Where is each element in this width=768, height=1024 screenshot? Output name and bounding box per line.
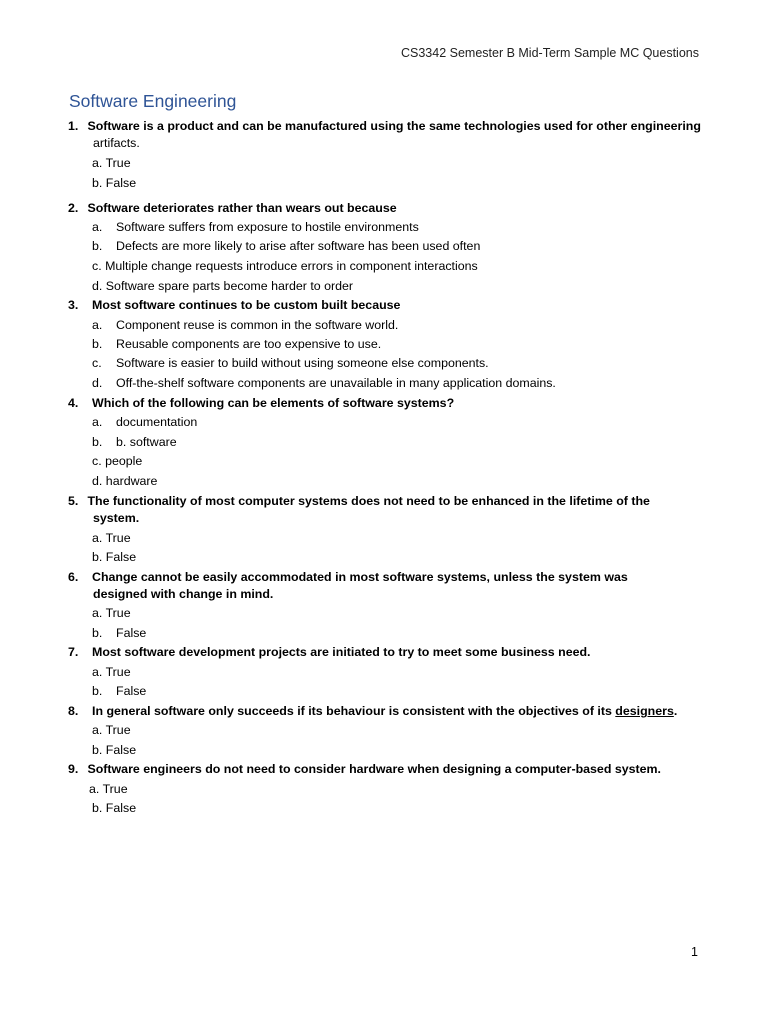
option-d: d. Software spare parts become harder to order [92,279,354,293]
option-b: b. False [92,684,147,698]
question-continuation: artifacts. [93,136,140,150]
question-6 [68,569,708,586]
option-b: b. False [92,176,137,190]
option-a: a. True [92,531,131,545]
option-a: a. True [92,156,131,170]
question-text: Which of the following can be elements of software systems? [92,396,455,410]
question-number: 3. [68,298,79,312]
page-title: Software Engineering [69,91,237,111]
question-text: Most software continues to be custom built because [92,298,401,312]
option-a: a. True [92,606,131,620]
page-number: 1 [691,945,698,959]
question-7 [68,644,708,661]
option-d: d. hardware [92,474,158,488]
question-text: Software deteriorates rather than wears out because [87,201,397,215]
question-4 [68,395,708,412]
question-text: Change cannot be easily accommodated in most software systems, unless the system was [92,570,628,584]
question-2 [68,200,708,217]
question-text: In general software only succeeds if its behaviour is consistent with the objectives of its [92,704,616,718]
option-b: b. b. software [92,435,177,449]
option-c: c. Multiple change requests introduce errors in component interactions [92,259,478,273]
option-d: d. Off-the-shelf software components are unavailable in many application domains. [92,376,556,390]
option-b: b. False [92,550,137,564]
question-text: Most software development projects are initiated to try to meet some business need. [92,645,591,659]
question-text: Software is a product and can be manufactured using the same technologies used for other engineering [87,119,701,133]
question-continuation: system. [93,511,140,525]
question-text: The functionality of most computer systems does not need to be enhanced in the lifetime of the [87,494,650,508]
question-number: 7. [68,645,79,659]
question-1 [68,118,708,135]
page-header: CS3342 Semester B Mid-Term Sample MC Questions [400,46,699,60]
option-a: a. True [89,782,128,796]
underlined-word: designers [615,704,674,718]
option-c: c. Software is easier to build without using someone else components. [92,356,489,370]
question-number: 9. [68,762,79,776]
option-a: a. Software suffers from exposure to hostile environments [92,220,419,234]
question-number: 5. [68,494,79,508]
option-b: b. Reusable components are too expensive to use. [92,337,382,351]
question-number: 1. [68,119,79,133]
option-a: a. Component reuse is common in the software world. [92,318,399,332]
option-a: a. documentation [92,415,198,429]
question-8: 8. In general software only succeeds if its behaviour is consistent with the objectives of its designers. [68,704,678,718]
option-c: c. people [92,454,143,468]
option-b: b. False [92,626,147,640]
question-9 [68,761,708,778]
option-b: b. False [92,801,137,815]
question-number: 4. [68,396,79,410]
option-a: a. True [92,723,131,737]
option-b: b. Defects are more likely to arise after software has been used often [92,239,481,253]
question-number: 8. [68,704,79,718]
question-5 [68,493,708,510]
question-continuation: designed with change in mind. [93,587,274,601]
question-3 [68,297,708,314]
option-a: a. True [92,665,131,679]
question-text: Software engineers do not need to consider hardware when designing a computer-based system. [87,762,661,776]
option-b: b. False [92,743,137,757]
question-number: 6. [68,570,79,584]
question-number: 2. [68,201,79,215]
